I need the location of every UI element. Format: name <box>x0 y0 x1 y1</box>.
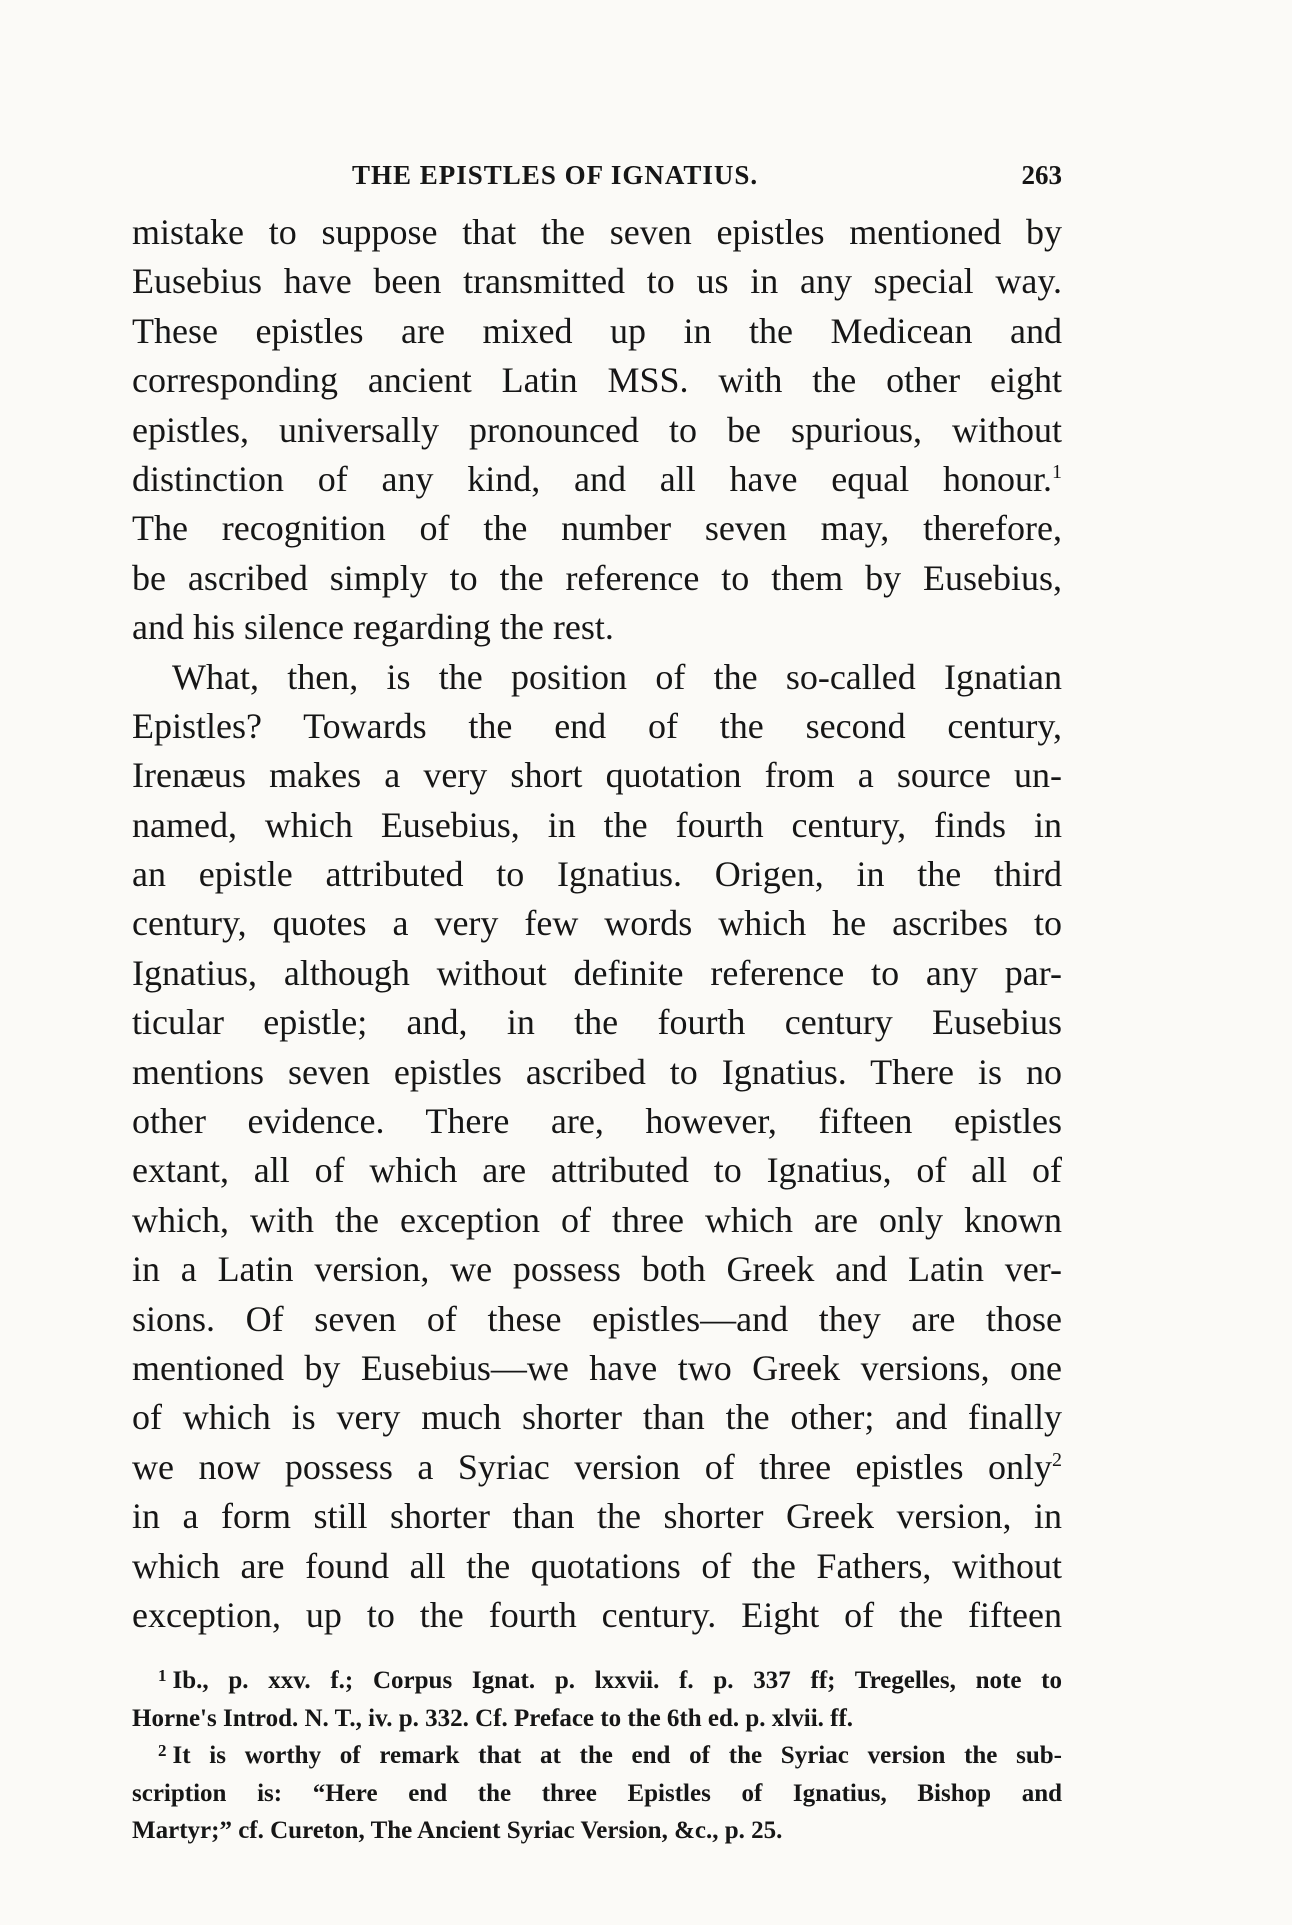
running-head <box>132 160 1062 196</box>
text-line: ticular epistle; and, in the fourth century Eusebius <box>132 1002 1062 1043</box>
text-line: which, with the exception of three which are only known <box>132 1199 1062 1240</box>
footnote-2-line: scription is: “Here end the three Epistles of Ignatius, Bishop and <box>132 1779 1062 1807</box>
footnote-2-line: Martyr;” cf. Cureton, The Ancient Syriac Version, &c., p. 25. <box>132 1817 783 1844</box>
text-line: corresponding ancient Latin MSS. with the other eight <box>132 360 1062 401</box>
text-line: of which is very much shorter than the other; and finally <box>132 1397 1062 1438</box>
text-line: These epistles are mixed up in the Medicean and <box>132 310 1062 351</box>
text-line: distinction of any kind, and all have equal honour.$^1$ <box>132 458 1062 499</box>
text-line: extant, all of which are attributed to Ignatius, of all of <box>132 1150 1062 1191</box>
footnote-ref-2: 2 <box>1052 1448 1062 1471</box>
text-line: mentions seven epistles ascribed to Ignatius. There is no <box>132 1051 1062 1092</box>
text-line: The recognition of the number seven may, therefore, <box>132 508 1062 549</box>
text-line: Eusebius have been transmitted to us in any special way. <box>132 261 1062 302</box>
footnote-1-line: Horne's Introd. N. T., iv. p. 332. Cf. Preface to the 6th ed. p. xlvii. ff. <box>132 1704 854 1732</box>
text-line: which are found all the quotations of the Fathers, without <box>132 1545 1062 1586</box>
text-line: sions. Of seven of these epistles—and they are those <box>132 1298 1062 1339</box>
text-line: we now possess a Syriac version of three epistles only$^2$ <box>132 1446 1062 1487</box>
page-number: 263 <box>1021 160 1062 190</box>
footnotes <box>132 1662 1062 1850</box>
text-line: named, which Eusebius, in the fourth century, finds in <box>132 804 1062 845</box>
text-line: mentioned by Eusebius—we have two Greek versions, one <box>132 1347 1062 1388</box>
text-line: Ignatius, although without definite reference to any par- <box>132 952 1062 993</box>
text-line: in a form still shorter than the shorter Greek version, in <box>132 1496 1062 1537</box>
text-line: exception, up to the fourth century. Eight of the fifteen <box>132 1594 1062 1635</box>
text-line: other evidence. There are, however, fifteen epistles <box>132 1101 1062 1142</box>
footnote-ref-1: 1 <box>1052 460 1062 483</box>
text-line: and his silence regarding the rest. <box>132 607 614 648</box>
footnote-2-mark: 2 <box>158 1741 167 1760</box>
text-line: an epistle attributed to Ignatius. Origen, in the third <box>132 854 1062 895</box>
footnote-1-mark: 1 <box>158 1666 167 1685</box>
text-line: be ascribed simply to the reference to them by Eusebius, <box>132 557 1062 598</box>
body-text <box>132 208 1062 1640</box>
text-line: mistake to suppose that the seven epistles mentioned by <box>132 212 1062 252</box>
text-line: epistles, universally pronounced to be spurious, without <box>132 409 1062 450</box>
footnote-1-line: $^1$ Ib., p. xxv. f.; Corpus Ignat. p. lxxvii. f. p. 337 ff; Tregelles, note to <box>158 1666 1062 1694</box>
footnote-2-line: $^2$ It is worthy of remark that at the end of the Syriac version the sub- <box>158 1741 1062 1769</box>
text-line: Epistles? Towards the end of the second century, <box>132 705 1062 746</box>
text-line: in a Latin version, we possess both Greek and Latin ver- <box>132 1249 1062 1290</box>
text-line: Irenæus makes a very short quotation from a source un- <box>132 755 1062 796</box>
running-title: THE EPISTLES OF IGNATIUS. <box>352 160 759 190</box>
text-line: century, quotes a very few words which he ascribes to <box>132 903 1062 944</box>
text-line: What, then, is the position of the so-called Ignatian <box>172 656 1062 697</box>
